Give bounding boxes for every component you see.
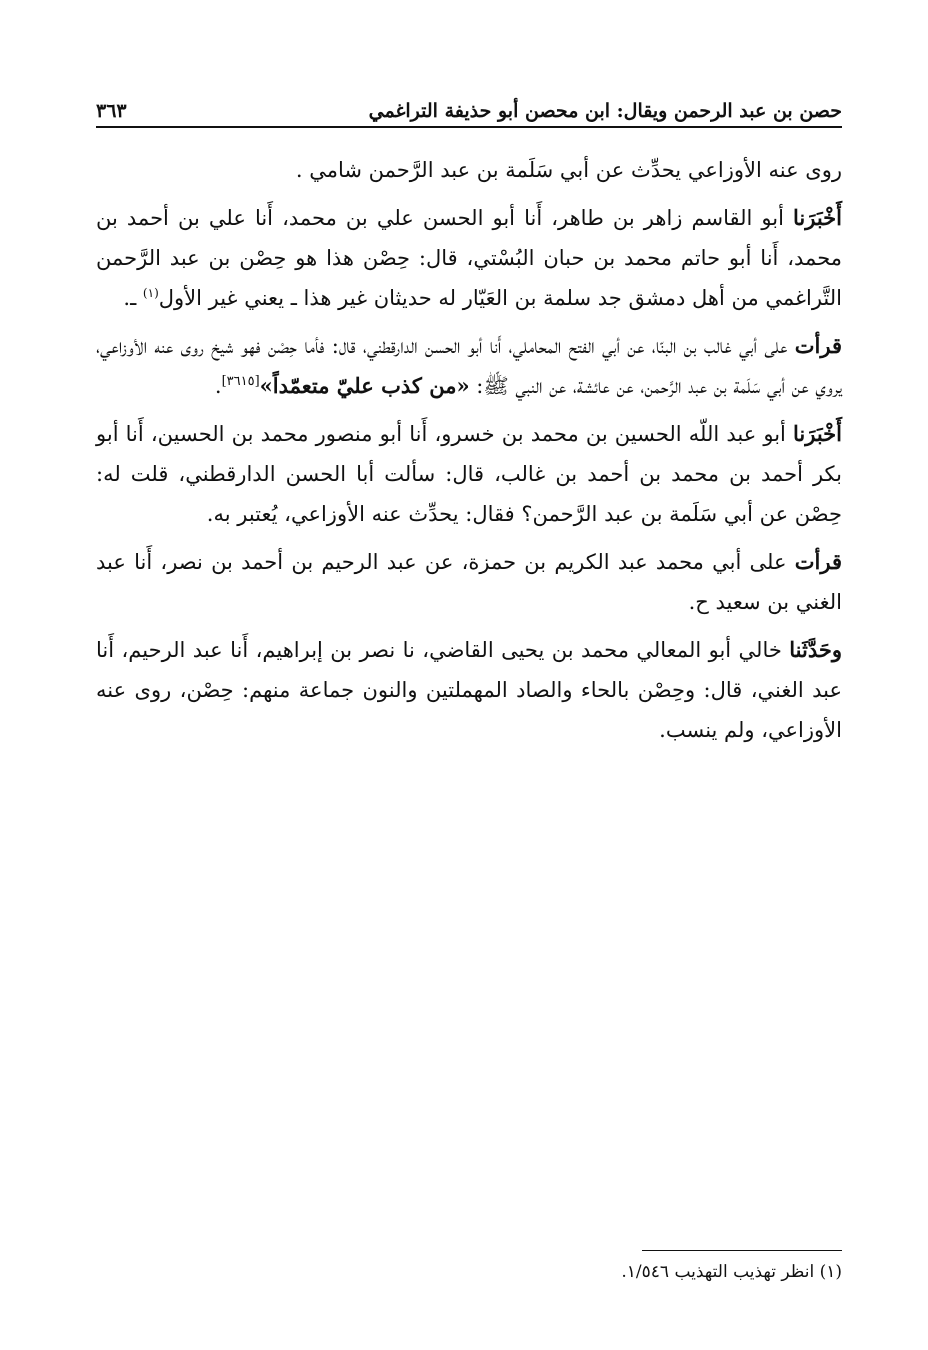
running-title: حصن بن عبد الرحمن ويقال: ابن محصن أبو حذيفة التراغمي: [368, 100, 842, 122]
chain-keyword: قرأت: [794, 333, 842, 358]
chain-keyword: قرأت: [794, 549, 842, 574]
text-run: على أبي محمد عبد الكريم بن حمزة، عن عبد الرحيم بن أحمد بن نصر، أَنا عبد الغني بن سعيد ح.: [96, 550, 842, 614]
footnote-divider: [642, 1250, 842, 1251]
text-run: أبو عبد اللّه الحسين بن محمد بن خسرو، أَنا أبو منصور محمد بن الحسين، أَنا أبو بكر أحمد بن محمد بن أحمد بن غالب، قال: سألت أبا الحسن الدارقطني، قلت له: حِصْن عن أبي سَلَمة بن عبد الرَّحمن؟ فقال: يحدِّث عنه الأوزاعي، يُعتبر به.: [96, 422, 842, 526]
chain-keyword: أَخْبَرَنا: [793, 205, 842, 230]
page-number: ٣٦٣: [96, 100, 127, 122]
paragraph: [96, 198, 842, 318]
text-run: خالي أبو المعالي محمد بن يحيى القاضي، نا نصر بن إبراهيم، أَنا عبد الرحيم، أَنا عبد الغني، قال: وحِصْن بالحاء والصاد المهملتين والنون جماعة منهم: حِصْن، روى عنه الأوزاعي، ولم ينسب.: [96, 638, 842, 742]
hadith-text: «من كذب عليّ متعمّداً»: [259, 373, 470, 398]
text-run: على أبي غالب بن البنّا، عن أبي الفتح المحاملي، أَنا أبو الحسن الدارقطني، قال: فأما حِصْن فهو شيخ روى عنه الأوزاعي، يروي عن أبي سَلَمة بن عبد الرَّحمن، عن عائشة، عن النبي ﷺ:: [96, 334, 842, 398]
text-run: روى عنه الأوزاعي يحدِّث عن أبي سَلَمة بن عبد الرَّحمن شامي .: [295, 158, 842, 182]
chain-keyword: وحَدَّثَنا: [789, 637, 842, 662]
paragraph: [96, 542, 842, 622]
text-run: ـ.: [123, 286, 143, 310]
main-text: [96, 150, 842, 758]
footnote: (١) انظر تهذيب التهذيب ١/٥٤٦.: [621, 1262, 842, 1282]
text-run: أبو القاسم زاهر بن طاهر، أَنا أبو الحسن علي بن محمد، أَنا علي بن أحمد بن محمد، أَنا أبو حاتم محمد بن حبان البُسْتي، قال: حِصْن هذا هو حِصْن بن عبد الرَّحمن التَّراغمي من أهل دمشق جد سلمة بن العَيّار له حديثان غير هذا ـ يعني غير الأول: [96, 206, 842, 310]
paragraph: [96, 414, 842, 534]
text-run: .: [214, 374, 222, 398]
chain-keyword: أَخْبَرَنا: [793, 421, 842, 446]
paragraph: [96, 630, 842, 750]
paragraph: [96, 326, 842, 406]
hadith-number: [٣٦١٥]: [221, 374, 260, 389]
footnote-marker: (١): [142, 286, 159, 300]
running-header: [96, 82, 842, 128]
paragraph: [96, 150, 842, 190]
